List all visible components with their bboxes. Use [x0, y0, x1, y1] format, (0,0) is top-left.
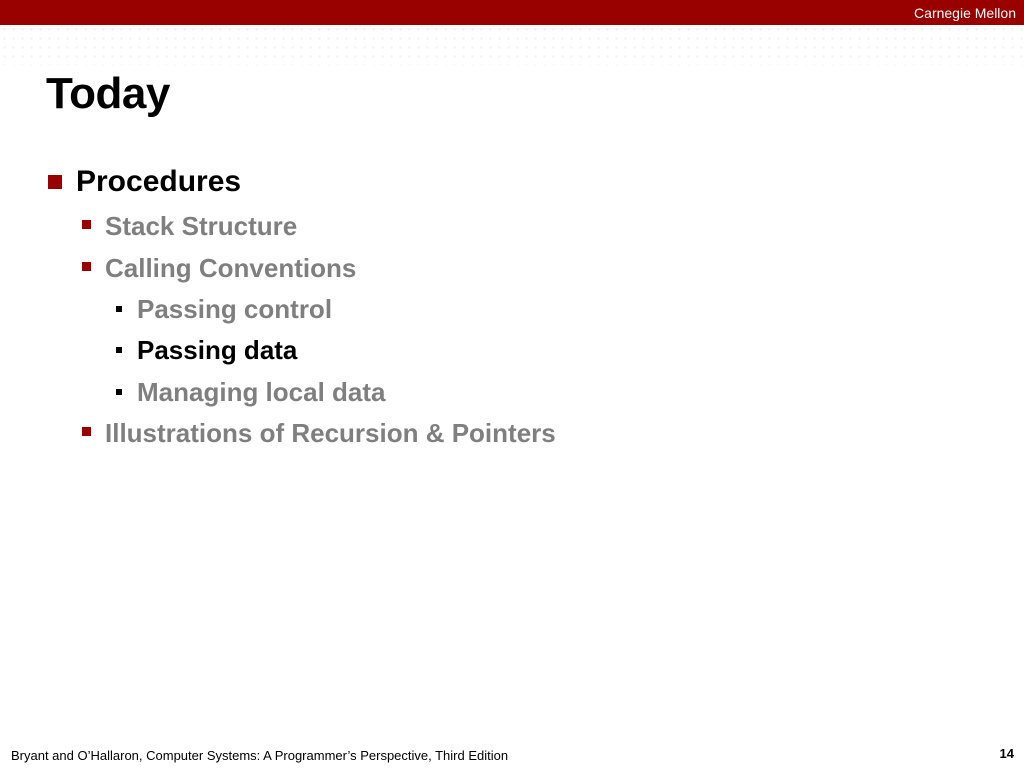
square-bullet-icon [116, 306, 122, 312]
square-bullet-icon [116, 389, 122, 395]
square-bullet-icon [82, 427, 91, 436]
page-number: 14 [999, 746, 1014, 761]
square-bullet-icon [82, 262, 91, 271]
dotted-band [0, 25, 1024, 65]
outline-item-procedures [76, 164, 241, 200]
outline-item-passing-data [137, 335, 297, 365]
outline-item-calling-conventions [105, 253, 356, 283]
outline-item-label: Procedures [76, 165, 242, 198]
outline-item-label: Managing local data [137, 377, 386, 407]
outline-item-label: Passing control [137, 294, 333, 324]
square-bullet-icon [48, 175, 62, 189]
outline-item-managing-local-data [137, 377, 386, 407]
outline-item-label: Calling Conventions [105, 253, 357, 283]
footer-citation: Bryant and O’Hallaron, Computer Systems: A Programmer’s Perspective, Third Edition [11, 748, 509, 763]
square-bullet-icon [82, 220, 91, 229]
slide-title: Today [46, 69, 170, 118]
outline-item-label: Stack Structure [105, 211, 298, 241]
outline-item-stack-structure [105, 211, 297, 241]
brand-label: Carnegie Mellon [914, 5, 1016, 21]
square-bullet-icon [116, 347, 122, 353]
outline-item-illustrations [105, 418, 556, 448]
outline-item-label: Passing data [137, 335, 298, 365]
outline-item-label: Illustrations of Recursion & Pointers [105, 418, 556, 448]
outline-item-passing-control [137, 294, 332, 324]
header-bar [0, 0, 1024, 25]
